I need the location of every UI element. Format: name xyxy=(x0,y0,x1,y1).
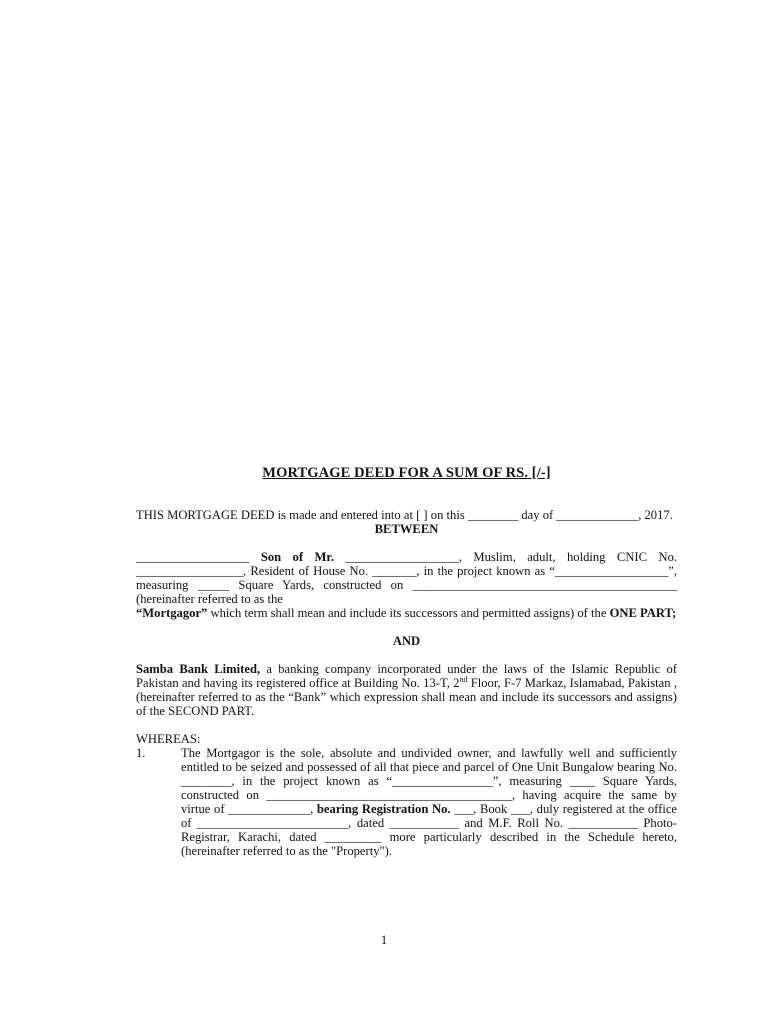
between-heading: BETWEEN xyxy=(374,522,439,536)
bank-details-a: a banking company incorporated under the laws of the Islamic Republic of Pakistan and having its registered office at Building No. 13-T, 2 xyxy=(136,662,677,690)
page-number: 1 xyxy=(380,933,388,947)
mortgagor-name-blank: __________________ xyxy=(136,550,250,564)
clause-1-text-b: ___, Book ___, duly registered at the office of ________________________, dated ___________ and M.F. Roll No. ___________ Photo-Registrar, Karachi, dated _________ more particularly described in the Schedule hereto, (hereinafter referred to as the "Property"). xyxy=(181,802,678,858)
son-of-label: Son of Mr. xyxy=(260,550,334,564)
one-part-label: ONE PART; xyxy=(609,606,677,620)
whereas-heading: WHEREAS: xyxy=(136,732,201,746)
and-heading: AND xyxy=(392,634,421,648)
document-body xyxy=(136,466,677,858)
mortgagor-details: __________________, Muslim, adult, holding CNIC No. _________________, Resident of House No. _______, in the project known as “__________________”, measuring _____ Square Yards, constructed on __________________________________________ (hereinafter referred to as the xyxy=(136,550,678,606)
floor-ordinal: nd xyxy=(459,674,468,684)
intro-paragraph: THIS MORTGAGE DEED is made and entered into at [ ] on this ________ day of _____________, 2017. xyxy=(136,508,673,522)
bank-name: Samba Bank Limited, xyxy=(136,662,261,676)
clause-1-number: 1. xyxy=(136,746,146,760)
bank-paragraph xyxy=(136,662,677,718)
clause-1-text-a: The Mortgagor is the sole, absolute and undivided owner, and lawfully well and sufficiently entitled to be seized and possessed of all that piece and parcel of One Unit Bungalow bearing No. ________, in the project known as “________________”, measuring ____ Square Yards, constructed on _______________________________________, having acquire the same by virtue of _____________, xyxy=(181,746,677,816)
mortgagor-assigns-text: which term shall mean and include its successors and permitted assigns) of the xyxy=(210,606,607,620)
mortgagor-label: “Mortgagor” xyxy=(136,606,208,620)
clause-1-text xyxy=(181,746,677,858)
document-title: MORTGAGE DEED FOR A SUM OF RS. [/-] xyxy=(262,465,551,481)
bank-details-b: Floor, F-7 Markaz, Islamabad, Pakistan , (hereinafter referred to as the “Bank” which expression shall mean and include its successors and assigns) of the SECOND PART. xyxy=(136,676,677,718)
registration-label: bearing Registration No. xyxy=(316,802,451,816)
clause-1 xyxy=(136,746,677,858)
mortgagor-paragraph xyxy=(136,550,677,620)
